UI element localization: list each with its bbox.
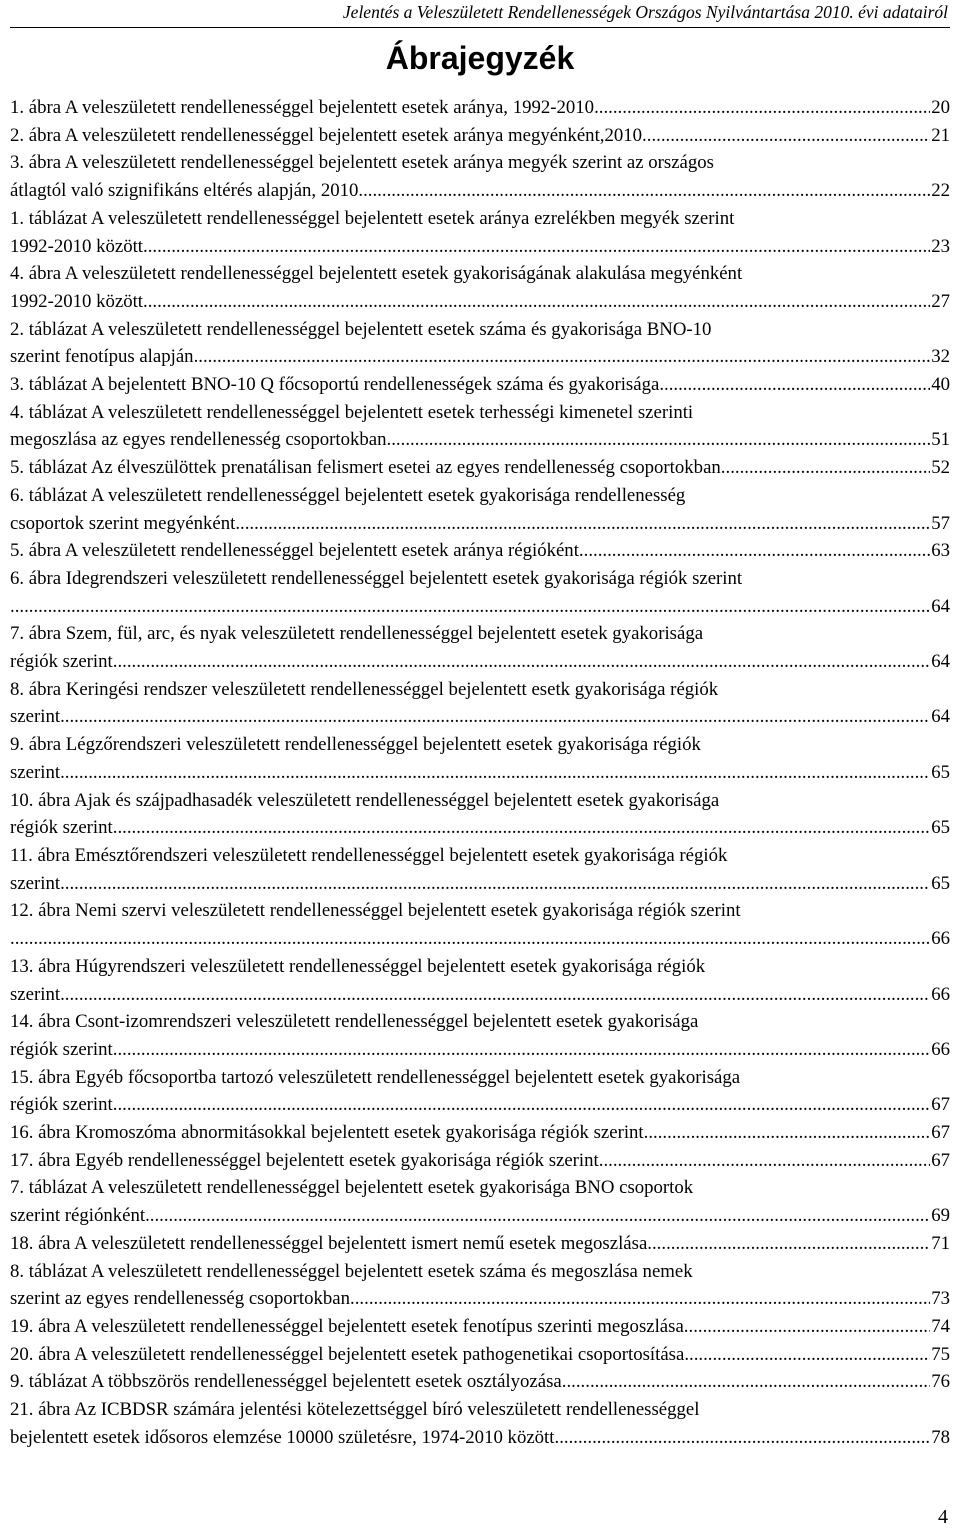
toc-entry-line <box>10 814 950 842</box>
toc-entry-caption: 5. ábra A veleszületett rendellenességgel bejelentett esetek aránya régióként <box>10 540 579 562</box>
toc-entry[interactable] <box>10 205 950 260</box>
page-title: Ábrajegyzék <box>385 40 575 76</box>
toc-entry-line <box>10 1091 950 1119</box>
toc-entry-text: 1. táblázat A veleszületett rendellenességgel bejelentett esetek aránya ezrelékben megyék szerint <box>10 207 735 229</box>
toc-entry[interactable] <box>10 1313 950 1341</box>
toc-entry-page: 51 <box>931 429 950 451</box>
toc-entry-line <box>10 122 950 150</box>
toc-entry-page: 67 <box>931 1094 950 1116</box>
toc-entry-line <box>10 510 950 538</box>
dot-leader <box>647 122 930 150</box>
dot-leader <box>594 94 930 122</box>
toc-entry-line <box>10 1202 950 1230</box>
toc-entry-caption: szerint régiónként <box>10 1205 146 1227</box>
toc-entry-line <box>10 703 950 731</box>
toc-entry[interactable] <box>10 676 950 731</box>
toc-entry[interactable] <box>10 1064 950 1119</box>
toc-entry[interactable] <box>10 565 950 620</box>
toc-entry-page: 32 <box>931 346 950 368</box>
toc-entry[interactable] <box>10 260 950 315</box>
toc-entry-page: 67 <box>931 1149 950 1171</box>
dot-leader <box>684 1341 930 1369</box>
toc-entry-page: 65 <box>931 872 950 894</box>
toc-entry-caption: 3. táblázat A bejelentett BNO-10 Q főcsoportú rendellenességek száma és gyakorisága <box>10 374 660 396</box>
toc-entry-line <box>10 648 950 676</box>
toc-entry-page: 69 <box>931 1205 950 1227</box>
toc-entry-caption: szerint az egyes rendellenesség csoportokban <box>10 1288 351 1310</box>
dot-leader <box>579 537 930 565</box>
toc-entry-page: 66 <box>931 1038 950 1060</box>
toc-entry-text: 8. táblázat A veleszületett rendellenességgel bejelentett esetek száma és megoszlása nemek <box>10 1260 693 1282</box>
toc-entry[interactable] <box>10 620 950 675</box>
dot-leader <box>143 233 930 261</box>
toc-entry-line <box>10 1230 950 1258</box>
toc-entry[interactable] <box>10 1396 950 1451</box>
toc-entry-caption: régiók szerint <box>10 817 113 839</box>
toc-entry-page: 57 <box>931 512 950 534</box>
dot-leader <box>60 981 930 1009</box>
page-number: 4 <box>938 1506 948 1528</box>
toc-entry[interactable] <box>10 787 950 842</box>
dot-leader <box>350 1285 930 1313</box>
toc-entry-caption: 19. ábra A veleszületett rendellenességgel bejelentett esetek fenotípus szerinti megoszlása <box>10 1315 684 1337</box>
dot-leader <box>235 510 930 538</box>
toc-entry-caption: 18. ábra A veleszületett rendellenességgel bejelentett ismert nemű esetek megoszlása. <box>10 1232 652 1254</box>
toc-entry-page: 75 <box>931 1343 950 1365</box>
toc-entry-text: 4. táblázat A veleszületett rendellenességgel bejelentett esetek terhességi kimenetel szerinti <box>10 401 694 423</box>
toc-entry-line <box>10 177 950 205</box>
toc-entry-text: 4. ábra A veleszületett rendellenességgel bejelentett esetek gyakoriságának alakulása megyénként <box>10 263 743 285</box>
toc-entry-caption: régiók szerint <box>10 1038 113 1060</box>
toc-entry[interactable] <box>10 371 950 399</box>
toc-entry-caption: régiók szerint <box>10 651 113 673</box>
figure-list <box>10 94 950 1451</box>
toc-entry[interactable] <box>10 953 950 1008</box>
toc-entry-page: 64 <box>931 706 950 728</box>
dot-leader <box>60 703 930 731</box>
toc-entry[interactable] <box>10 1258 950 1313</box>
toc-entry-caption: 2. ábra A veleszületett rendellenességgel bejelentett esetek aránya megyénként,2010. <box>10 124 647 146</box>
dot-leader <box>145 1202 930 1230</box>
toc-entry-caption: átlagtól való szignifikáns eltérés alapján, 2010. <box>10 180 364 202</box>
toc-entry-line <box>10 288 950 316</box>
toc-entry[interactable] <box>10 454 950 482</box>
dot-leader <box>10 925 930 953</box>
toc-entry-line <box>10 537 950 565</box>
toc-entry[interactable] <box>10 482 950 537</box>
toc-entry-page: 27 <box>931 290 950 312</box>
toc-entry-line <box>10 233 950 261</box>
dot-leader <box>599 1147 930 1175</box>
toc-entry-line <box>10 870 950 898</box>
toc-entry-line <box>10 981 950 1009</box>
toc-entry-page: 66 <box>931 983 950 1005</box>
toc-entry-line <box>10 925 950 953</box>
toc-entry-text: 15. ábra Egyéb főcsoportba tartozó veleszületett rendellenességgel bejelentett esetek gyakorisága <box>10 1066 741 1088</box>
toc-entry-line <box>10 1424 950 1452</box>
toc-entry-caption: megoszlása az egyes rendellenesség csoportokban <box>10 429 387 451</box>
dot-leader <box>721 454 930 482</box>
toc-entry-caption: szerint <box>10 872 61 894</box>
toc-entry-page: 65 <box>931 817 950 839</box>
toc-entry[interactable] <box>10 537 950 565</box>
toc-entry-line <box>10 426 950 454</box>
toc-entry[interactable] <box>10 1147 950 1175</box>
toc-entry[interactable] <box>10 316 950 371</box>
toc-entry[interactable] <box>10 94 950 122</box>
toc-entry-line <box>10 593 950 621</box>
toc-entry-page: 67 <box>931 1122 950 1144</box>
toc-entry-line <box>10 343 950 371</box>
toc-entry-caption: szerint fenotípus alapján <box>10 346 194 368</box>
toc-entry-text: 13. ábra Húgyrendszeri veleszületett rendellenességgel bejelentett esetek gyakorisága régiók <box>10 955 706 977</box>
toc-entry[interactable] <box>10 1119 950 1147</box>
toc-entry-line <box>10 1368 950 1396</box>
header-rule <box>10 27 950 28</box>
toc-entry-caption: szerint <box>10 706 61 728</box>
toc-entry-caption: 1992-2010 között <box>10 290 144 312</box>
toc-entry-text: 7. ábra Szem, fül, arc, és nyak veleszületett rendellenességgel bejelentett esetek gyakorisága <box>10 623 704 645</box>
toc-entry-caption: 17. ábra Egyéb rendellenességgel bejelentett esetek gyakorisága régiók szerint <box>10 1149 599 1171</box>
dot-leader <box>648 1119 930 1147</box>
running-header <box>0 2 960 26</box>
toc-entry-text: 10. ábra Ajak és szájpadhasadék veleszületett rendellenességgel bejelentett esetek gyakorisága <box>10 789 720 811</box>
dot-leader <box>194 343 931 371</box>
dot-leader <box>387 426 931 454</box>
toc-entry-page: 66 <box>931 928 950 950</box>
toc-entry[interactable] <box>10 1230 950 1258</box>
dot-leader <box>113 1036 930 1064</box>
toc-entry-page: 73 <box>931 1288 950 1310</box>
toc-entry-line <box>10 1147 950 1175</box>
toc-entry-page: 21 <box>931 124 950 146</box>
toc-entry-page: 63 <box>931 540 950 562</box>
toc-entry-caption: szerint <box>10 983 61 1005</box>
toc-entry-text: 11. ábra Emésztőrendszeri veleszületett rendellenességgel bejelentett esetek gyakorisága régiók <box>10 844 728 866</box>
toc-entry-page: 22 <box>931 180 950 202</box>
toc-entry-line <box>10 94 950 122</box>
toc-entry-page: 52 <box>931 457 950 479</box>
dot-leader <box>652 1230 930 1258</box>
toc-entry-caption: 1. ábra A veleszületett rendellenességgel bejelentett esetek aránya, 1992-2010 <box>10 97 595 118</box>
dot-leader <box>684 1313 930 1341</box>
dot-leader <box>113 648 930 676</box>
toc-entry-text: 3. ábra A veleszületett rendellenességgel bejelentett esetek aránya megyék szerint az országos <box>10 152 714 174</box>
toc-entry-page: 23 <box>931 235 950 257</box>
toc-entry-page: 64 <box>931 595 950 617</box>
dot-leader <box>562 1368 930 1396</box>
toc-entry-text: 6. ábra Idegrendszeri veleszületett rendellenességgel bejelentett esetek gyakorisága régiók szerint <box>10 567 743 589</box>
running-header-text: Jelentés a Veleszületett Rendellenességek Országos Nyilvántartása 2010. évi adatairól <box>342 2 948 22</box>
dot-leader <box>555 1424 931 1452</box>
toc-entry[interactable] <box>10 399 950 454</box>
toc-entry[interactable] <box>10 1174 950 1229</box>
dot-leader <box>659 371 930 399</box>
dot-leader <box>60 759 930 787</box>
toc-entry[interactable] <box>10 731 950 786</box>
toc-entry-page: 65 <box>931 761 950 783</box>
dot-leader <box>113 1091 930 1119</box>
dot-leader <box>143 288 930 316</box>
toc-entry-line <box>10 1119 950 1147</box>
toc-entry-text: 14. ábra Csont-izomrendszeri veleszületett rendellenességgel bejelentett esetek gyakorisága <box>10 1011 699 1033</box>
toc-entry[interactable] <box>10 1368 950 1396</box>
toc-entry-line <box>10 1341 950 1369</box>
toc-entry-caption: 9. táblázat A többszörös rendellenességgel bejelentett esetek osztályozása <box>10 1371 562 1393</box>
toc-entry[interactable] <box>10 149 950 204</box>
toc-entry-text: 9. ábra Légzőrendszeri veleszületett rendellenességgel bejelentett esetek gyakorisága régiók <box>10 734 701 756</box>
toc-entry-text: 8. ábra Keringési rendszer veleszületett rendellenességgel bejelentett esetk gyakorisága régiók <box>10 678 719 700</box>
toc-entry-caption: 16. ábra Kromoszóma abnormitásokkal bejelentett esetek gyakorisága régiók szerint. <box>10 1122 649 1144</box>
toc-entry-text: 12. ábra Nemi szervi veleszületett rendellenességgel bejelentett esetek gyakorisága régiók szerint <box>10 900 741 922</box>
toc-entry-page: 64 <box>931 651 950 673</box>
toc-entry-caption: 1992-2010 között <box>10 235 144 257</box>
toc-entry-text: 6. táblázat A veleszületett rendellenességgel bejelentett esetek gyakorisága rendellenesség <box>10 484 686 506</box>
dot-leader <box>363 177 930 205</box>
dot-leader <box>60 870 930 898</box>
toc-entry-caption: 20. ábra A veleszületett rendellenességgel bejelentett esetek pathogenetikai csoportosítása <box>10 1343 685 1365</box>
toc-entry-caption: szerint <box>10 761 61 783</box>
toc-entry-caption: régiók szerint <box>10 1094 113 1116</box>
toc-entry-caption: csoportok szerint megyénként <box>10 512 236 534</box>
toc-entry-caption: 5. táblázat Az élveszülöttek prenatálisan felismert esetei az egyes rendellenesség csoportokban <box>10 457 721 479</box>
toc-entry-line <box>10 1036 950 1064</box>
toc-entry-page: 20 <box>931 97 950 118</box>
toc-entry-text: 2. táblázat A veleszületett rendellenességgel bejelentett esetek száma és gyakorisága BNO-10 <box>10 318 712 340</box>
dot-leader <box>10 593 930 621</box>
toc-entry-page: 78 <box>931 1426 950 1448</box>
toc-entry[interactable] <box>10 842 950 897</box>
toc-entry-line <box>10 454 950 482</box>
toc-entry-caption: bejelentett esetek idősoros elemzése 10000 születésre, 1974-2010 között <box>10 1426 555 1448</box>
dot-leader <box>113 814 930 842</box>
toc-entry-line <box>10 371 950 399</box>
toc-entry[interactable] <box>10 122 950 150</box>
toc-entry[interactable] <box>10 1008 950 1063</box>
toc-entry-line <box>10 1313 950 1341</box>
toc-entry-page: 40 <box>931 374 950 396</box>
toc-entry-line <box>10 1285 950 1313</box>
toc-entry[interactable] <box>10 897 950 952</box>
toc-entry-line <box>10 759 950 787</box>
toc-entry-page: 74 <box>931 1315 950 1337</box>
toc-entry[interactable] <box>10 1341 950 1369</box>
toc-entry-page: 71 <box>931 1232 950 1254</box>
toc-entry-text: 21. ábra Az ICBDSR számára jelentési kötelezettséggel bíró veleszületett rendellenességgel <box>10 1399 700 1421</box>
toc-entry-page: 76 <box>931 1371 950 1393</box>
toc-entry-text: 7. táblázat A veleszületett rendellenességgel bejelentett esetek gyakorisága BNO csoportok <box>10 1177 694 1199</box>
